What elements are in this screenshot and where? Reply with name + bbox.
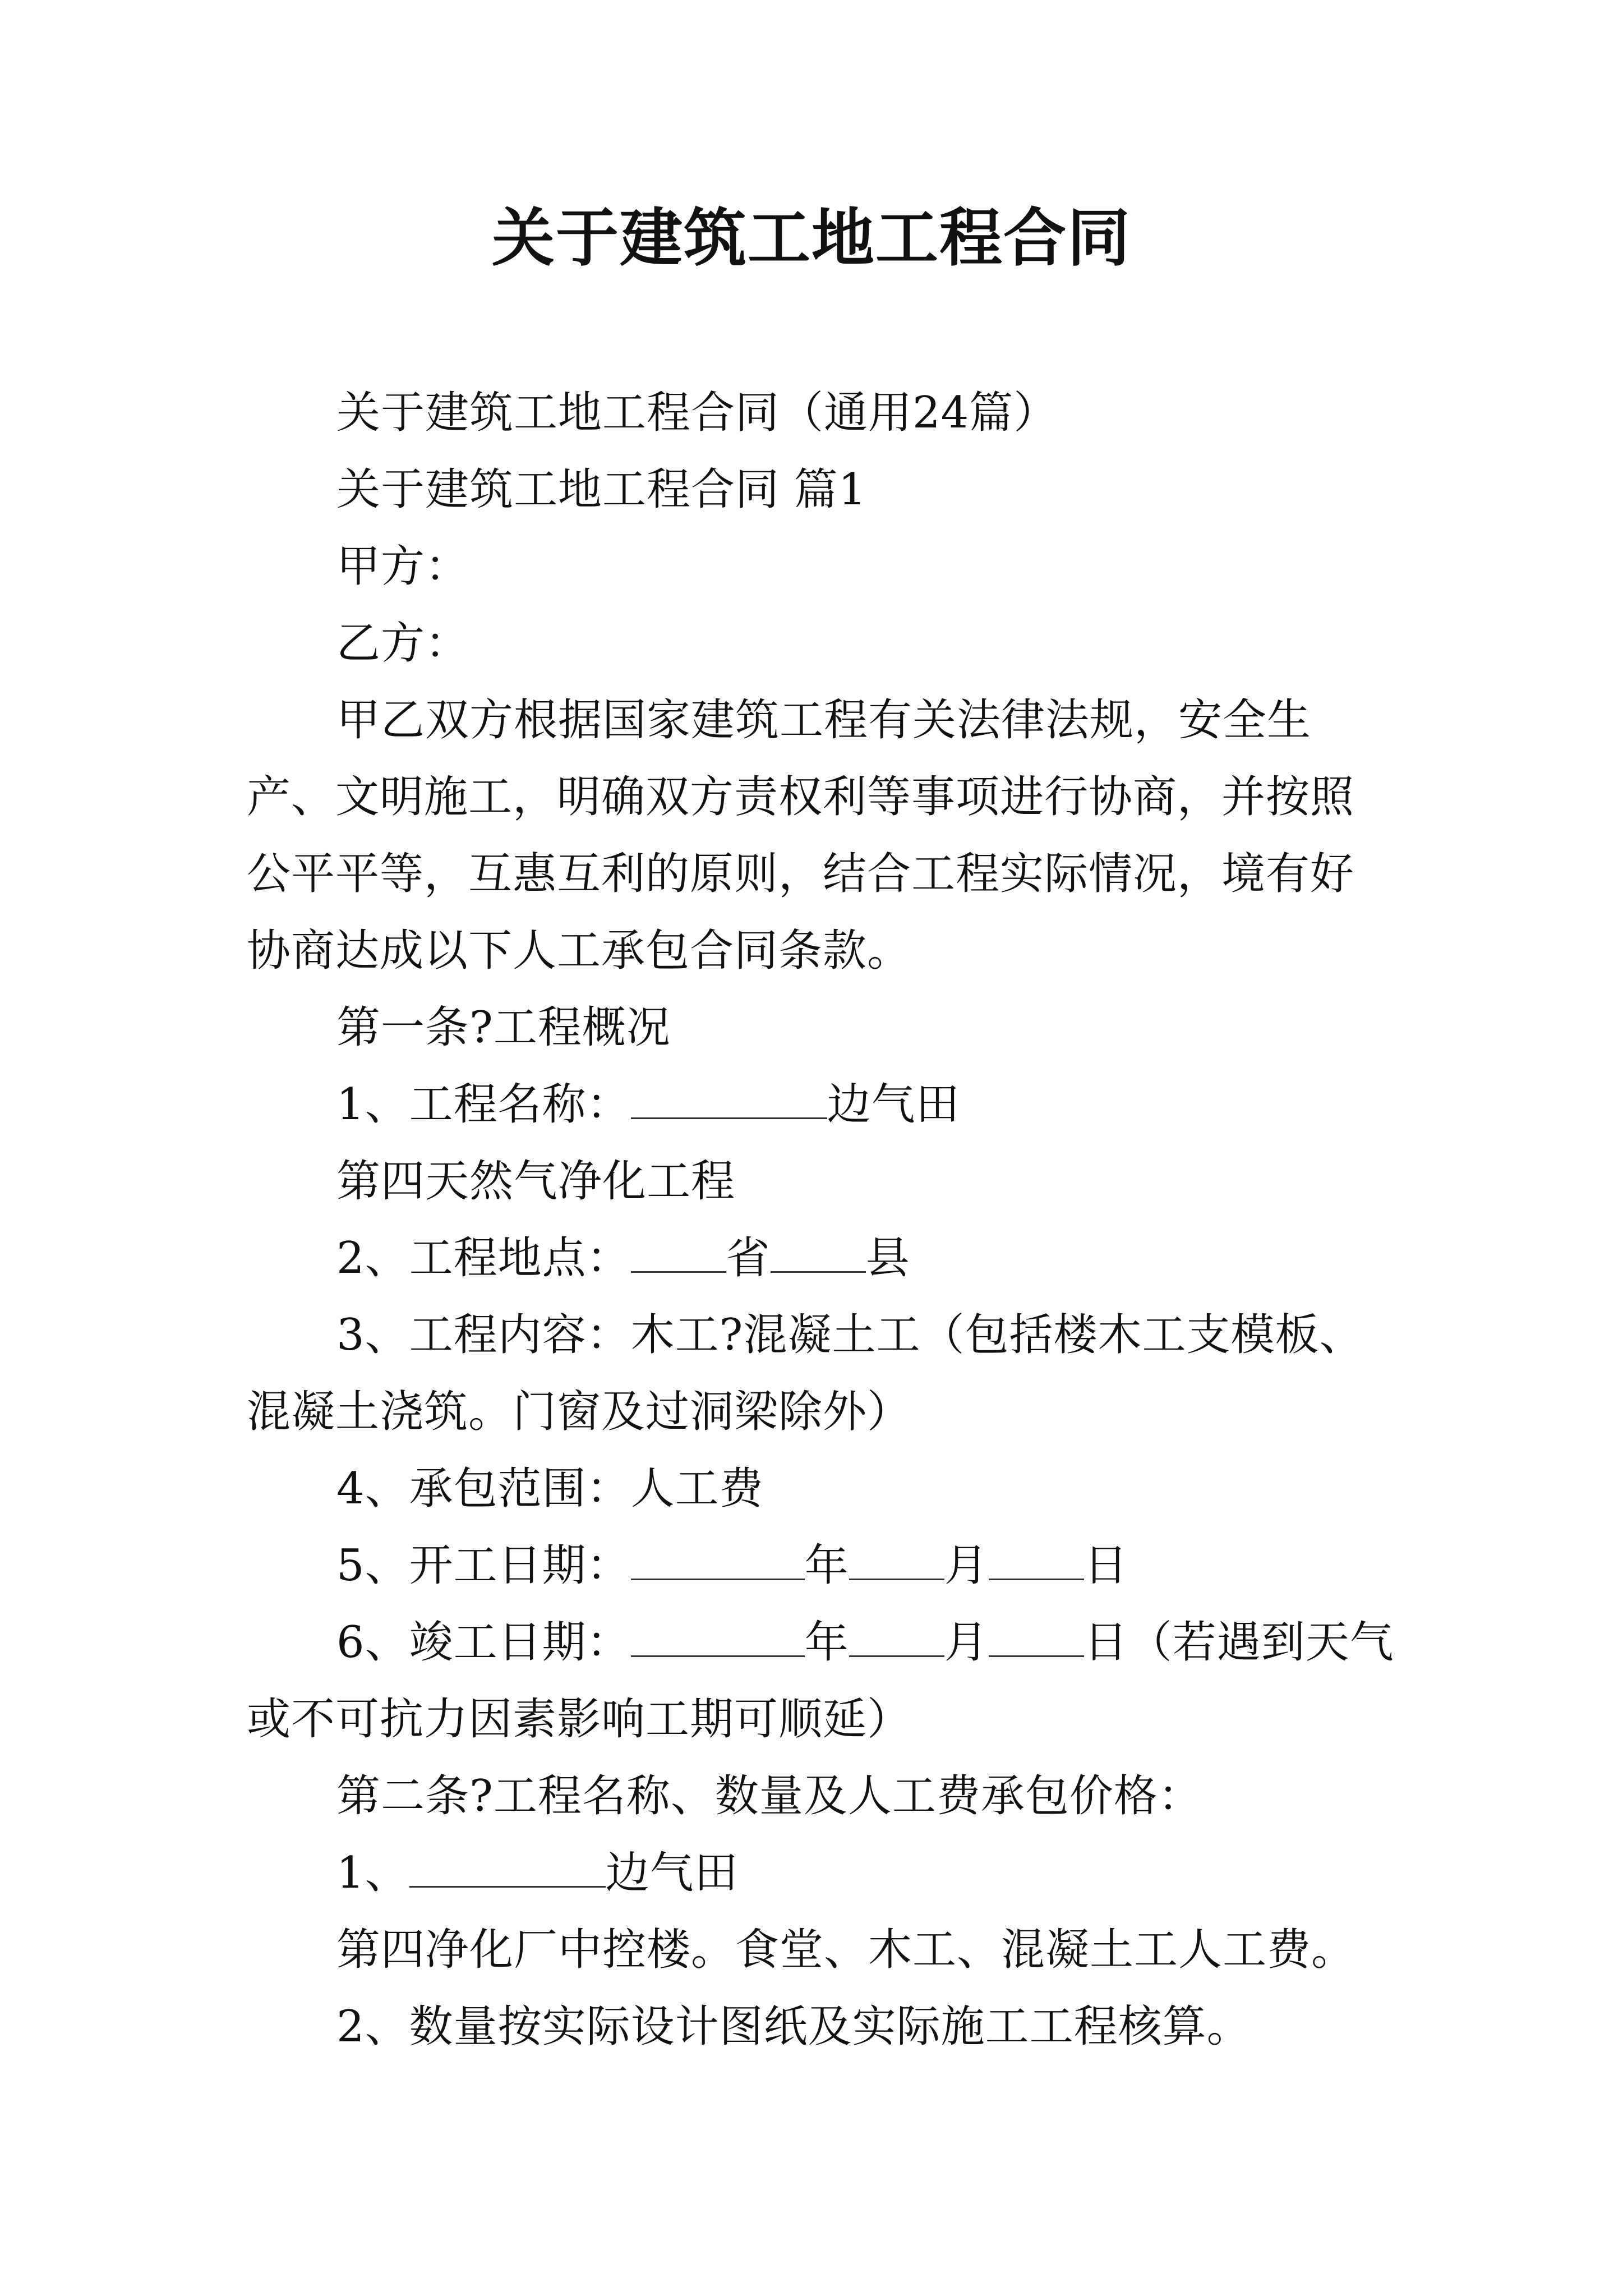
completion-month-label: 月 [944,1617,989,1668]
province-blank [631,1230,726,1273]
document-body [247,375,1396,2065]
contract-scope-line: 4、承包范围：人工费 [336,1464,764,1514]
start-date-line [247,1527,1396,1604]
start-month-blank [849,1537,944,1580]
article-two-item-one-continuation: 第四净化厂中控楼。食堂、木工、混凝土工人工费。 [336,1925,1356,1975]
article-one-heading: 第一条?工程概况 [336,1002,671,1053]
project-name-blank [631,1076,827,1119]
county-blank [771,1230,866,1273]
completion-date-note: （若遇到天气或不可抗力因素影响工期可顺延） [247,1617,1394,1745]
completion-year-blank [631,1614,805,1657]
project-name-label: 1、工程名称： [336,1079,631,1130]
article-two-heading: 第二条?工程名称、数量及人工费承包价格： [336,1771,1202,1821]
article-two-item-one-label: 1、 [336,1848,409,1898]
start-year-blank [631,1537,805,1580]
project-content-line: 3、工程内容：木工?混凝土工（包括楼木工支模板、混凝土浇筑。门窗及过洞梁除外） [247,1310,1364,1437]
document-subtitle: 关于建筑工地工程合同（通用24篇） [336,388,1058,438]
project-name-continuation: 第四天然气净化工程 [336,1156,736,1207]
article-two-item-one [247,1835,1396,1912]
project-location-label: 2、工程地点： [336,1233,631,1283]
start-year-label: 年 [804,1540,849,1591]
project-name-suffix: 边气田 [827,1079,960,1130]
start-date-label: 5、开工日期： [336,1540,631,1591]
article-two-project-blank [409,1844,606,1888]
party-b-label: 乙方： [336,618,470,669]
article-two-item-one-suffix: 边气田 [605,1848,739,1898]
start-day-label: 日 [1083,1540,1128,1591]
province-label: 省 [726,1233,771,1283]
completion-date-line [247,1604,1396,1758]
article-two-item-two: 2、数量按实际设计图纸及实际施工工程核算。 [336,2001,1251,2052]
project-location-line [247,1220,1396,1297]
completion-date-label: 6、竣工日期： [336,1617,631,1668]
completion-year-label: 年 [804,1617,849,1668]
project-name-line [247,1066,1396,1143]
completion-day-blank [989,1614,1084,1657]
document-title: 关于建筑工地工程合同 [492,201,1131,275]
section-heading: 关于建筑工地工程合同 篇1 [336,464,867,515]
start-month-label: 月 [944,1540,989,1591]
party-a-label: 甲方： [336,541,470,592]
start-day-blank [989,1537,1084,1580]
completion-day-label: 日 [1083,1617,1128,1668]
intro-paragraph: 甲乙双方根据国家建筑工程有关法律法规，安全生产、文明施工，明确双方责权利等事项进行协商，并按照公平平等，互惠互利的原则，结合工程实际情况，境有好协商达成以下人工承包合同条款。 [247,695,1355,976]
county-label: 县 [865,1233,910,1283]
completion-month-blank [849,1614,944,1657]
